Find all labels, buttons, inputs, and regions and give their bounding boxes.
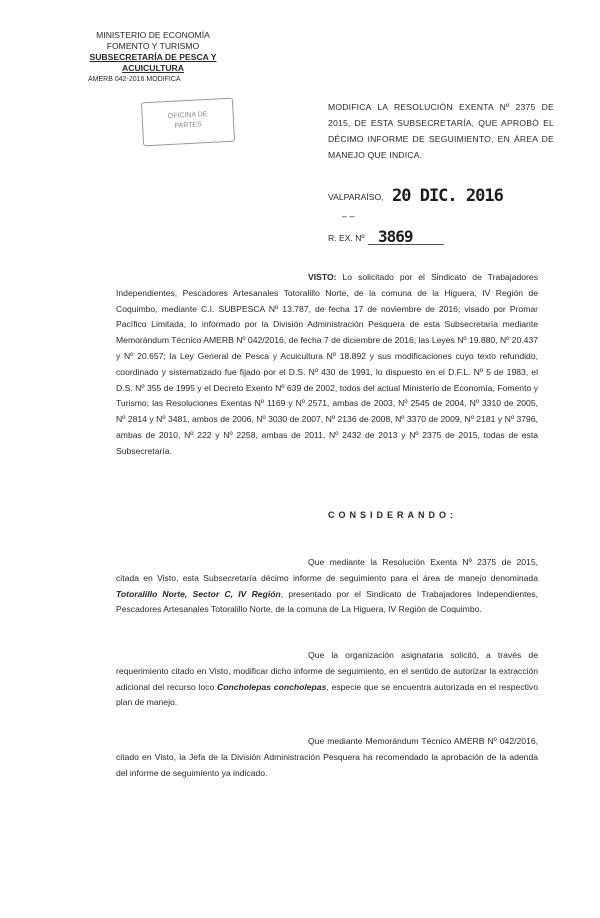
c2-species-name: Concholepas concholepas <box>217 681 327 692</box>
considerando-heading: CONSIDERANDO: <box>328 510 458 520</box>
place-label: VALPARAÍSO, <box>328 192 384 202</box>
c1-area-name: Totoralillo Norte, Sector C, IV Región <box>116 588 281 599</box>
c1-text-c: , presentado por el Sindicato de Trabajadores Independientes, Pescadores Artesanales Totoralillo Norte, de la comuna de La Higuera, IV Región de Coquimbo. <box>116 588 539 615</box>
c3-text: Que mediante Memorándum Técnico AMERB Nº 042/2016, citado en Visto, la Jefa de la División Administración Pesquera ha recomendado la aprobación de la adenda del informe de seguimiento ya indicado. <box>116 736 538 778</box>
considerando-3 <box>116 734 538 781</box>
ministry-name-2: FOMENTO Y TURISMO <box>106 41 200 51</box>
resolution-number: 3869 <box>378 227 413 246</box>
considerando-1 <box>116 555 538 618</box>
resolution-number-underline <box>368 244 444 245</box>
resolution-date: 20 DIC. 2016 <box>392 186 503 206</box>
letterhead <box>58 30 248 85</box>
visto-paragraph <box>116 270 538 460</box>
ministry-name: MINISTERIO DE ECONOMÍA <box>96 30 210 40</box>
subsecretaria-name: SUBSECRETARÍA DE PESCA Y ACUICULTURA <box>89 52 217 73</box>
stamp-line-2: PARTES <box>174 121 203 130</box>
considerando-2 <box>116 648 538 711</box>
resolution-subject: MODIFICA LA RESOLUCIÓN EXENTA Nº 2375 DE 2015, DE ESTA SUBSECRETARÍA, QUE APROBÓ EL DÉCIMO INFORME DE SEGUIMIENTO, EN ÁREA DE MANEJO QUE INDICA. <box>328 102 554 160</box>
document-reference: AMERB 042-2016 MODIFICA <box>88 76 181 83</box>
visto-label: VISTO: <box>308 272 337 282</box>
stamp-line-1: OFICINA DE <box>167 110 208 121</box>
dash-mark: – – <box>342 211 355 221</box>
resolution-number-label: R. EX. Nº <box>328 233 365 243</box>
c1-text-a: Que mediante la Resolución Exenta Nº 2375 de 2015, citada en Visto, esta Subsecretaría décimo informe de seguimiento para el área de manejo denominada <box>116 557 538 583</box>
c2-text-a: Que la organización asignataria solicitó, a través de requerimiento citado en Visto, modificar dicho informe de seguimiento, en el sentido de autorizar la extracción adicional del recurso loco <box>116 650 538 692</box>
c2-text-c: , especie que se encuentra autorizada en el respectivo plan de manejo. <box>116 681 538 708</box>
office-stamp <box>141 98 235 147</box>
visto-text: Lo solicitado por el Sindicato de Trabajadores Independientes, Pescadores Artesanales Totoralillo Norte, de la comuna de la Higuera, IV Región de Coquimbo, mediante C.I. SUBPESCA Nº 13.787, de fecha 17 de noviembre de 2016; visado por Promar Pacífico Limitada, lo informado por la División Administración Pesquera de esta Subsecretaría mediante Memorándum Técnico AMERB Nº 042/2016, de fecha 7 de diciembre de 2016; las Leyes Nº 19.880, Nº 20.437 y Nº 20.657; la Ley General de Pesca y Acuicultura Nº 18.892 y sus modificaciones cuyo texto refundido, coordinado y sistematizado fue fijado por el D.S. Nº 430 de 1991, lo dispuesto en el D.F.L. Nº 5 de 1983, el D.S. Nº 355 de 1995 y el Decreto Exento Nº 639 de 2002, todos del actual Ministerio de Economía, Fomento y Turismo; las Resoluciones Exentas Nº 1169 y Nº 2571, ambas de 2003, Nº 2545 de 2004, Nº 3310 de 2005, Nº 2814 y Nº 3481, ambos de 2006, Nº 3030 de 2007, Nº 2136 de 2008, Nº 3370 de 2009, Nº 2181 y Nº 3796, ambas de 2010, Nº 222 y Nº 2258, ambas de 2011, Nº 2432 de 2013 y Nº 2375 de 2015, todas de esta Subsecretaría. <box>116 272 539 456</box>
